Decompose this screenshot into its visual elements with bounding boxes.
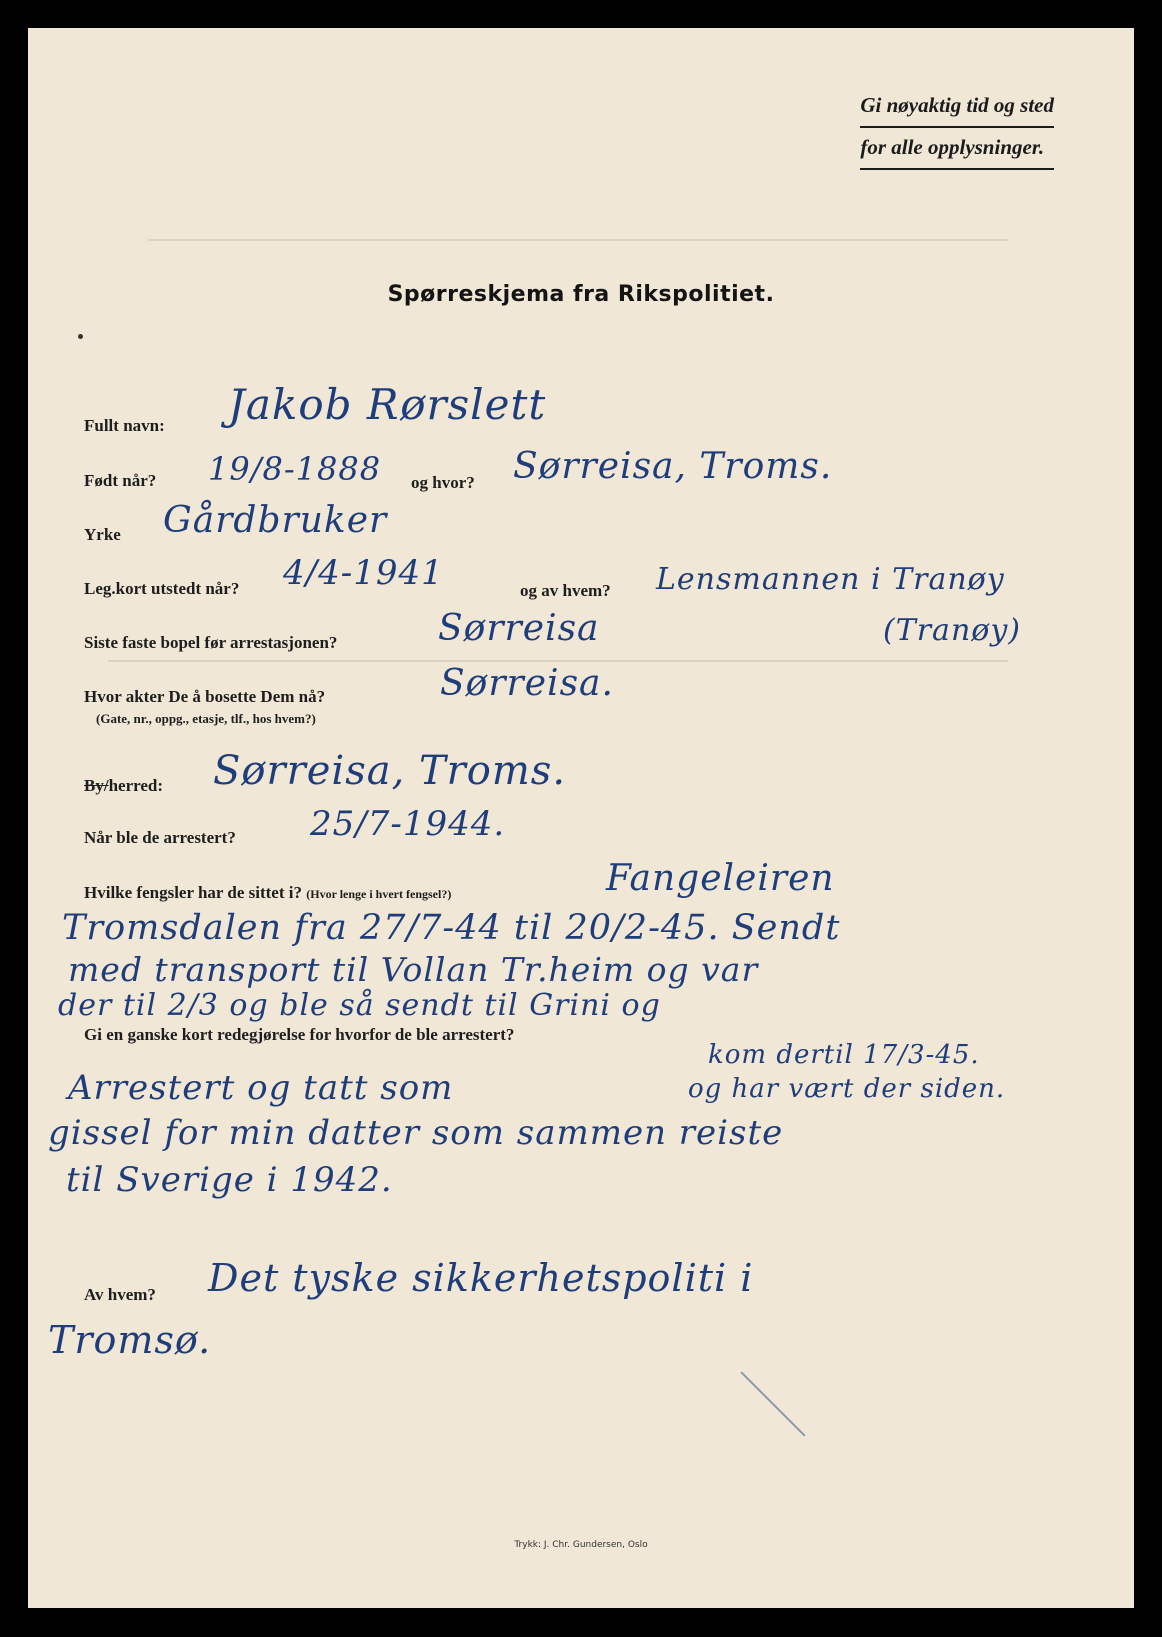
prisons-line-5: og har vært der siden. [688, 1074, 1006, 1104]
occupation-value: Gårdbruker [163, 500, 388, 541]
ink-dot [78, 334, 83, 339]
id-card-by-label: og av hvem? [520, 581, 611, 600]
last-address-value: Sørreisa [438, 608, 600, 649]
id-card-when-value: 4/4-1941 [283, 553, 444, 593]
occupation-label: Yrke [84, 525, 121, 544]
name-value: Jakob Rørslett [228, 380, 547, 429]
bleed-through-line [108, 660, 1008, 662]
reason-line-1: Arrestert og tatt som [68, 1068, 454, 1108]
by-whom-value-2: Tromsø. [48, 1318, 212, 1362]
last-address-label: Siste faste bopel før arrestasjonen? [84, 633, 338, 652]
arrested-when-value: 25/7-1944. [310, 804, 506, 844]
by-whom-value: Det tyske sikkerhetspoliti i [208, 1256, 754, 1300]
reason-line-3: til Sverige i 1942. [66, 1160, 393, 1200]
pen-stroke [740, 1371, 805, 1436]
born-when-label: Født når? [84, 471, 157, 490]
prisons-line-4: kom dertil 17/3-45. [708, 1040, 980, 1070]
prisons-sublabel: (Hvor lenge i hvert fengsel?) [306, 887, 452, 901]
prisons-label [84, 883, 451, 903]
born-where-value: Sørreisa, Troms. [513, 446, 833, 487]
prisons-label-text: Hvilke fengsler har de sittet i? [84, 883, 302, 902]
arrested-when-label: Når ble de arrestert? [84, 828, 236, 847]
id-card-when-label: Leg.kort utstedt når? [84, 579, 240, 598]
prisons-line-1: Tromsdalen fra 27/7-44 til 20/2-45. Sendt [62, 908, 841, 948]
by-whom-label: Av hvem? [84, 1285, 156, 1304]
municipality-label-text: herred: [108, 776, 164, 795]
born-when-value: 19/8-1888 [208, 450, 382, 488]
born-where-label: og hvor? [411, 473, 475, 492]
municipality-label [84, 776, 163, 796]
bleed-through-line [148, 239, 1008, 241]
settle-label: Hvor akter De å bosette Dem nå? [84, 687, 326, 706]
settle-sublabel: (Gate, nr., oppg., etasje, tlf., hos hvem?) [96, 711, 316, 726]
id-card-by-value-2: (Tranøy) [883, 613, 1021, 648]
prisons-line-2: med transport til Vollan Tr.heim og var [68, 950, 759, 989]
reason-line-2: gissel for min datter som sammen reiste [48, 1113, 784, 1153]
instruction-line-1: Gi nøyaktig tid og sted [860, 86, 1054, 128]
form-title: Spørreskjema fra Rikspolitiet. [387, 282, 775, 307]
prisons-line-3: der til 2/3 og ble så sendt til Grini og [58, 988, 661, 1023]
name-label: Fullt navn: [84, 416, 165, 435]
id-card-by-value: Lensmannen i Tranøy [656, 562, 1005, 597]
municipality-label-struck: By/ [84, 776, 109, 795]
municipality-value: Sørreisa, Troms. [213, 748, 567, 794]
settle-value: Sørreisa. [440, 663, 614, 704]
instruction-line-2: for alle opplysninger. [860, 128, 1054, 170]
printer-imprint: Trykk: J. Chr. Gundersen, Oslo [514, 1540, 648, 1550]
reason-label: Gi en ganske kort redegjørelse for hvorfor de ble arrestert? [84, 1025, 515, 1044]
instruction-box [860, 86, 1054, 170]
prisons-value: Fangeleiren [606, 858, 835, 899]
form-page [28, 28, 1134, 1608]
